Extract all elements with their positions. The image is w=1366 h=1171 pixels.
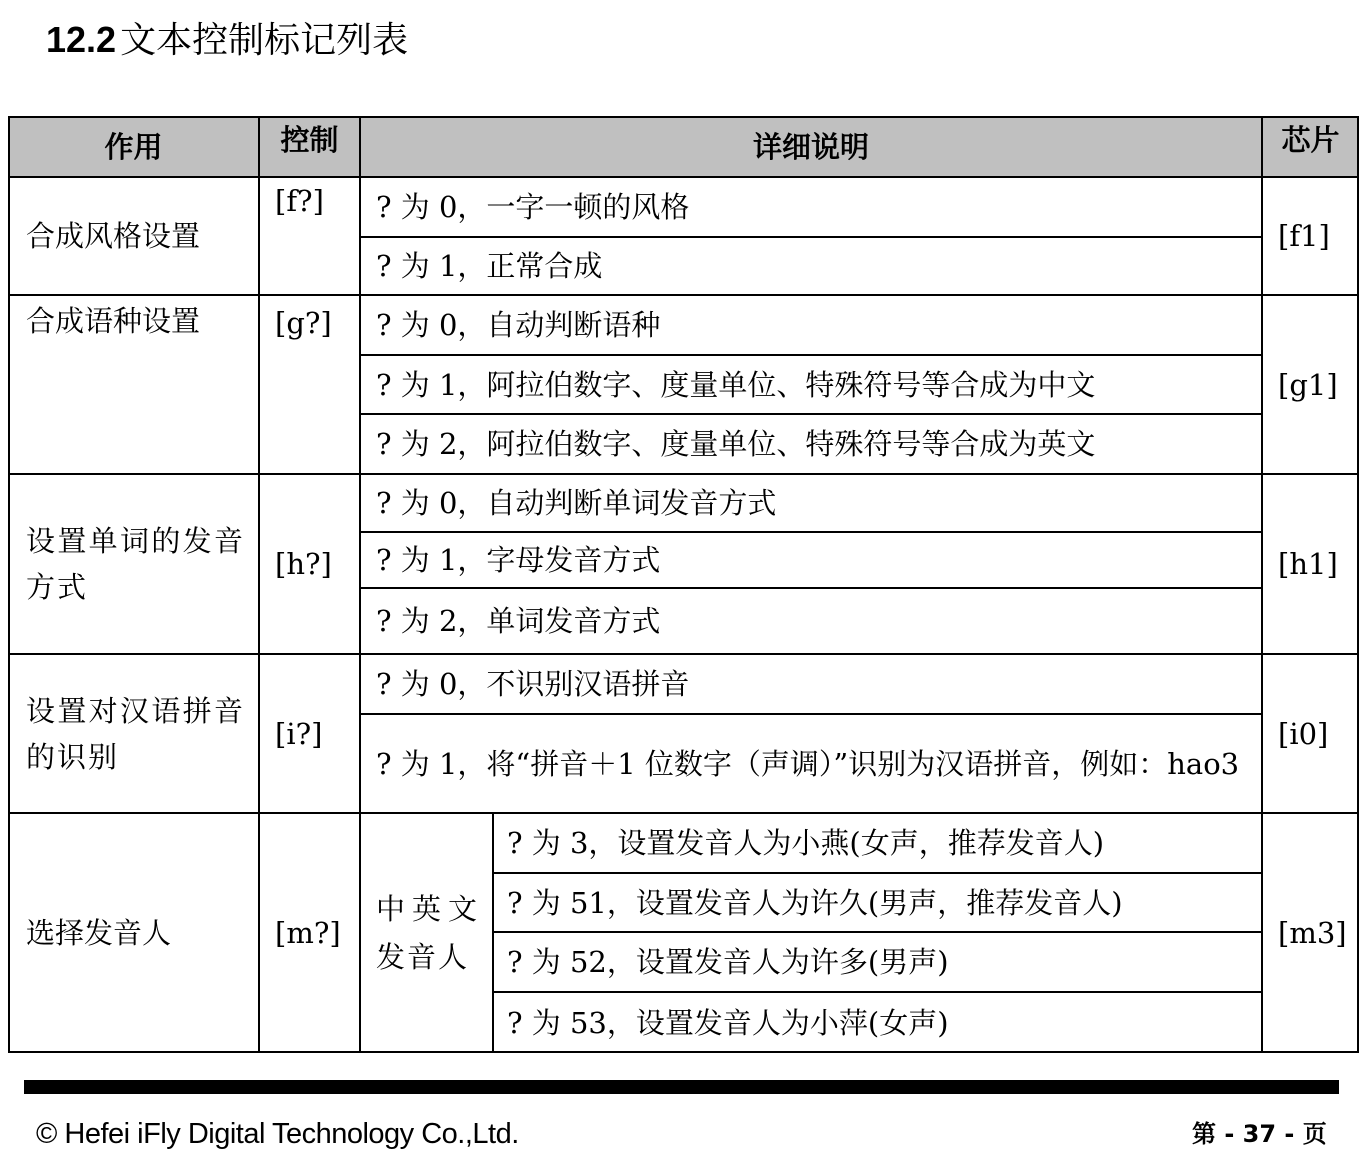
table-rule <box>8 294 1359 296</box>
table-col-divider <box>492 813 494 1053</box>
table-border-left <box>8 116 10 1053</box>
row-tag: [g?] <box>275 306 332 340</box>
row-detail-text: ? 为 1，将“拼音＋1 位数字（声调）”识别为汉语拼音，例如：hao3 <box>376 746 1240 781</box>
row-purpose-text: 设置对汉语拼音的识别 <box>26 693 245 774</box>
row-detail: ? 为 1，字母发音方式 <box>376 543 661 577</box>
table-rule <box>493 991 1262 993</box>
row-tag: [m?] <box>275 916 341 950</box>
table-border-bottom <box>8 1051 1359 1053</box>
table-rule <box>493 931 1262 933</box>
row-default: [m3] <box>1278 916 1347 950</box>
header-detail: 详细说明 <box>360 116 1262 177</box>
header-chip: 芯片 <box>1262 116 1359 177</box>
table-rule <box>493 872 1262 874</box>
row-detail: ? 为 2，单词发音方式 <box>376 604 661 638</box>
table-rule <box>8 176 1359 178</box>
row-detail: ? 为 0，自动判断单词发音方式 <box>376 486 777 520</box>
row-detail: ? 为 0，自动判断语种 <box>376 308 661 342</box>
row-detail: ? 为 1，正常合成 <box>376 249 603 283</box>
table-col-divider <box>359 116 361 1053</box>
table-rule <box>360 413 1262 415</box>
row-detail: ? 为 52，设置发音人为许多(男声) <box>507 945 949 979</box>
row-default: [f1] <box>1278 219 1330 253</box>
row-purpose <box>8 474 259 654</box>
table-border-right <box>1357 116 1359 1053</box>
table-border-top <box>8 116 1359 118</box>
section-title <box>46 14 408 67</box>
row-default: [g1] <box>1278 367 1338 402</box>
row-detail <box>360 714 1262 813</box>
row-detail: ? 为 51，设置发音人为许久(男声，推荐发音人) <box>507 885 1123 920</box>
footer-copyright: © Hefei iFly Digital Technology Co.,Ltd. <box>36 1118 519 1150</box>
row-purpose: 选择发音人 <box>26 916 172 950</box>
table-col-divider <box>1261 116 1263 1053</box>
table-rule <box>360 587 1262 589</box>
header-control: 控制 <box>259 116 360 177</box>
row-tag: [i?] <box>275 716 323 751</box>
row-default: [i0] <box>1278 716 1329 751</box>
row-detail: ? 为 1，阿拉伯数字、度量单位、特殊符号等合成为中文 <box>376 367 1096 402</box>
voice-group <box>360 813 493 1053</box>
header-purpose: 作用 <box>8 116 259 177</box>
section-number: 12.2 <box>46 19 117 60</box>
table-rule <box>8 473 1359 475</box>
section-heading: 文本控制标记列表 <box>120 20 409 61</box>
row-detail: ? 为 0，不识别汉语拼音 <box>376 667 690 701</box>
row-default: [h1] <box>1278 547 1338 581</box>
table-rule <box>8 653 1359 655</box>
row-tag: [f?] <box>275 184 324 218</box>
table-rule <box>360 531 1262 533</box>
table-rule <box>360 354 1262 356</box>
row-purpose: 合成风格设置 <box>26 219 201 253</box>
row-detail: ? 为 0，一字一顿的风格 <box>376 190 690 224</box>
row-detail: ? 为 3，设置发音人为小燕(女声，推荐发音人) <box>507 826 1105 860</box>
table-rule <box>8 812 1359 814</box>
row-tag: [h?] <box>275 547 332 581</box>
row-detail: ? 为 53，设置发音人为小萍(女声) <box>507 1005 949 1040</box>
table-rule <box>360 713 1262 715</box>
voice-group-label: 中英文发音人 <box>376 892 479 974</box>
footer-page-number: 第 - 37 - 页 <box>1192 1120 1327 1148</box>
table-col-divider <box>258 116 260 1053</box>
row-purpose: 合成语种设置 <box>26 304 201 338</box>
row-purpose <box>8 654 259 813</box>
row-purpose-text: 设置单词的发音方式 <box>26 524 245 604</box>
footer-rule <box>24 1080 1339 1094</box>
control-tag-table <box>8 116 1359 1053</box>
row-detail: ? 为 2，阿拉伯数字、度量单位、特殊符号等合成为英文 <box>376 427 1096 461</box>
table-rule <box>360 236 1262 238</box>
